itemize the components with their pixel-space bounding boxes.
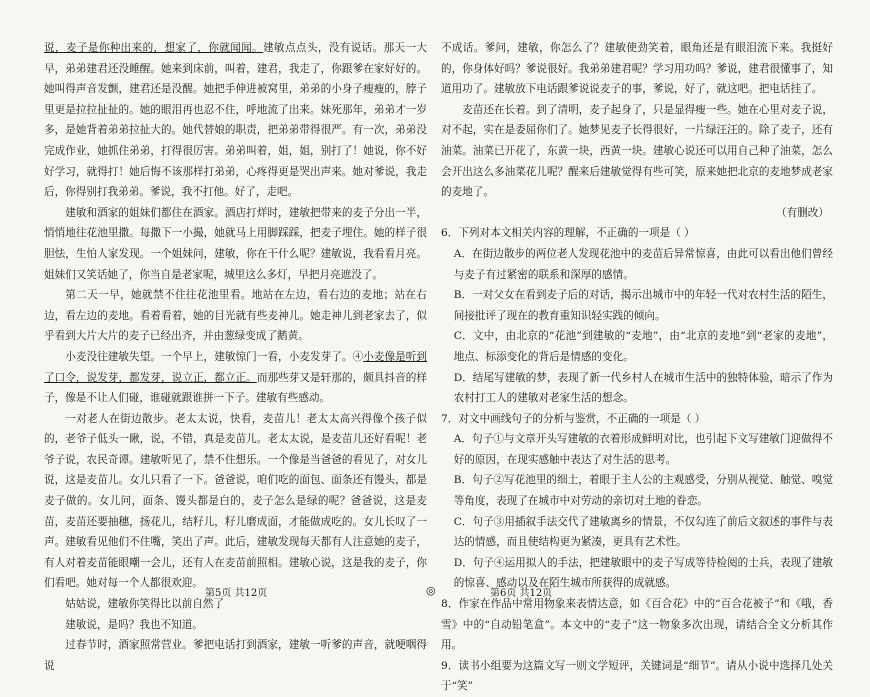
paragraph-2: 建敏和酒家的姐妹们都住在酒家。酒店打烊时，建敏把带来的麦子分出一半，悄悄地往花池里撒。每撒下一小撮，她就马上用脚踩踩，把麦子埋住。她的样子很胆怯，生怕人家发现。一个姐妹问，建敏，你在干什么呢？建敏说，我看看月亮。姐妹们又笑话她了，你当自是老家呢，城里这么多灯，早把月亮遮没了。 bbox=[44, 206, 427, 281]
question-6: 6．下列对本文相关内容的理解，不正确的一项是（ ） bbox=[441, 227, 695, 240]
binding-mark-icon: ◎ bbox=[426, 584, 436, 597]
paragraph-dream: 麦苗还在长着。到了清明，麦子起身了，只是显得瘦一些。她在心里对麦子说，对不起，实在是委屈你们了。她梦见麦子长得很好，一片绿汪汪的。除了麦子，还有油菜。油菜已开花了，东黄一块，西黄一块。建敏心说还可以用自己种了油菜，怎么会开出这么多油菜花儿呢？醒来后建敏觉得有些可笑，原来她把北京的麦地梦成老家的麦地了。 bbox=[441, 103, 833, 199]
circle-number-4: ④ bbox=[352, 350, 364, 363]
question-8: 8．作家在作品中常用物象来表情达意，如《百合花》中的“百合花被子”和《哦，香雪》中的“自动铅笔盒”。本文中的“麦子”这一物象多次出现，请结合全文分析其作用。 bbox=[441, 598, 833, 652]
paragraph-6: 姑姑说，建敏你笑得比以前自然了 bbox=[65, 598, 225, 611]
question-7: 7．对文中画线句子的分析与鉴赏，不正确的一项是（ ） bbox=[441, 412, 706, 425]
question-6-option-b: B．一对父女在看到麦子后的对话，揭示出城市中的年轻一代对农村生活的陌生，间接批评了现在的教育重知识轻实践的倾向。 bbox=[453, 289, 833, 322]
paragraph-4: 小麦没往建敏失望。一个早上，建敏惊门一看，小麦发芽了。④小麦像是听到了口令，说发芽，都发芽，说立正，都立正。而那些芽又是轩那的，颇具抖音的样子，像是不让人们碰，谁碰就跟谁拼一下子。建敏有些感动。 bbox=[44, 350, 428, 405]
question-7-option-c: C．句子③用插叙手法交代了建敏离乡的情景，不仅勾连了前后文叙述的事件与表达的情感，而且使结构更为紧凑，更具有艺术性。 bbox=[453, 515, 833, 549]
question-7-option-b: B．句子②写花池里的细土，着眼于主人公的主观感受，分别从视觉、触觉、嗅觉等角度，表现了在城市中对劳动的亲切对土地的眷恋。 bbox=[453, 474, 833, 508]
underlined-sentence-1: 说，麦子是你种出来的，想家了，你就闻闻。 bbox=[44, 42, 264, 54]
paragraph-8: 过春节时，酒家照常营业。爹把电话打到酒家，建敏一听爹的声音，就哽咽得说 bbox=[44, 639, 427, 672]
paragraph-1: 说，麦子是你种出来的，想家了，你就闻闻。建敏点点头，没有说话。那天一大早，弟弟建君还没睡醒。她来到床前，叫着，建君，我走了，你跟爹在家好好的。她叫得声音发颤，建君还是没醒。她把手伸进被窝里，弟弟的小身子瘦瘦的，脖子里更是拉拉扯扯的。她的眼泪再也忍不住，呼地流了出来。妹死那年，弟弟才一岁多，是她背着弟弟拉扯大的。她代替娘的职责，把弟弟带得很严。有一次，弟弟没完成作业，她抓住弟弟，打得很厉害。弟弟叫着，姐，姐，别打了！她说，你不好好学习，就得打！她后悔不该那样打弟弟，心疼得更是哭出声来。她对爹说，我走后，你得别打我弟弟。爹说，我不打他。好了，走吧。 bbox=[44, 42, 427, 199]
paragraph-continued: 不成话。爹问，建敏，你怎么了？建敏使劲笑着，眼角还是有眼泪流下来。我挺好的，你身体好吗？爹说很好。我弟弟建君呢？学习用功吗？爹说，建君很懂事了，知道用功了。建敏放下电话跟爹说说麦子的事，爹说，好了，就这吧。把电话挂了。 bbox=[441, 42, 833, 96]
paragraph-7: 建敏说，是吗？我也不知道。 bbox=[65, 618, 203, 631]
paragraph-5: 一对老人在街边散步。老太太说，快看，麦苗儿！老太太高兴得像个孩子似的，老爷子低头一瞅，说，不错，真是麦苗儿。老太太说，是麦苗儿还好看呢！老爷子说，农民奇谭。建敏听见了，禁不住想乐。一个像是当爸爸的看见了，对女儿说，这是麦苗儿。女儿只看了一下。爸爸说，咱们吃的面包、面条还有馒头，都是麦子做的。女儿问，面条、馒头都是白的，麦子怎么是绿的呢？爸爸说，这是麦苗，麦苗还要抽穗，扬花儿，结籽儿，籽儿磨成面，才能做成吃的。女儿长叹了一声。建敏看见他们不住嘴，笑出了声。此后，建敏发现每天都有人注意她的麦子，有人对着麦苗能眼嘲一会儿，还有人在麦苗前照相。建敏心说，这是我的麦子，你们看吧。她对每一个人都很欢迎。 bbox=[44, 412, 427, 590]
source-note: （有删改） bbox=[776, 206, 829, 219]
question-6-option-d: D．结尾写建敏的梦，表现了新一代乡村人在城市生活中的独特体验，暗示了作为农村打工人的建敏对老家生活的想念。 bbox=[453, 371, 833, 405]
question-7-option-d: D．句子④运用拟人的手法，把建敏眼中的麦子写成等待检阅的士兵，表现了建敏的惊喜、感动以及在陌生城市所获得的成就感。 bbox=[453, 556, 833, 590]
question-6-option-c: C．文中，由北京的“花池”到建敏的“麦地”，由“北京的麦地”到“老家的麦地”，地点、标添变化的背后是情感的变化。 bbox=[453, 330, 833, 363]
underlined-sentence-4: 小麦像是听到了口令，说发芽，都发芽，说立正，都立正。 bbox=[44, 350, 428, 384]
page-number-left: 第5页 共12页 bbox=[205, 588, 268, 599]
paragraph-3: 第二天一早，她就禁不住往花池里看。地站在左边，看右边的麦地；站在右边，看左边的麦地。看着看着，她的目光就有些麦神儿。她走神儿到老家去了，似乎看到大片大片的麦子已经出齐，并由葱绿变成了鹅黄。 bbox=[44, 289, 427, 343]
page-number-right: 第6页 共12页 bbox=[490, 588, 553, 599]
question-9: 9．读书小组要为这篇文写一则文学短评，关键词是“细节”。请从小说中选择几处关于“笑” bbox=[441, 659, 833, 693]
left-column bbox=[44, 38, 427, 676]
question-7-option-a: A．句子①与文章开头写建敏的衣着形成鲜明对比，也引起下文写建敏门迎做得不好的原因，在现实感触中表达了对生活的思考。 bbox=[453, 433, 833, 466]
question-6-option-a: A．在街边散步的两位老人发现花池中的麦苗后异常惊喜，由此可以看出他们曾经与麦子有过紧密的联系和深厚的感情。 bbox=[453, 247, 833, 281]
